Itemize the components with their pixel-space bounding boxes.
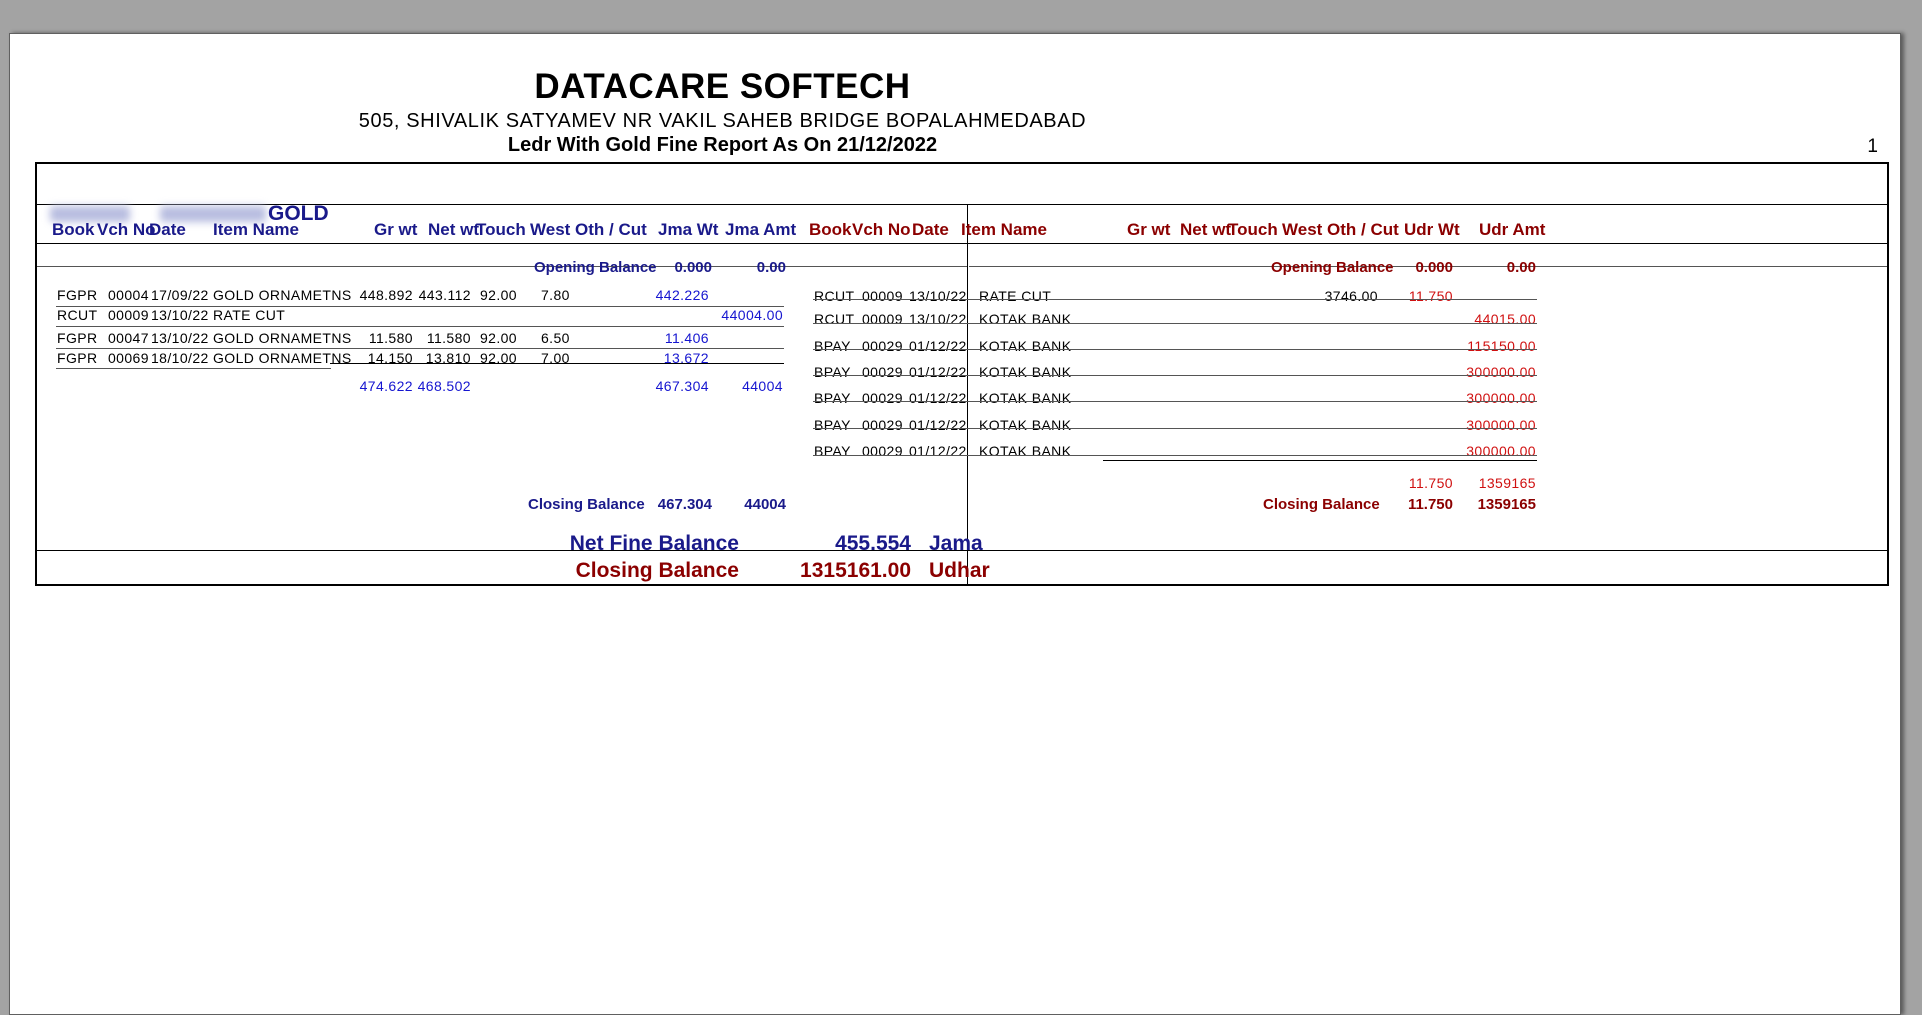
right-row-item: KOTAK BANK [979,390,1072,406]
header-row-divider [37,243,1887,244]
right-row-amt: 300000.00 [1466,417,1536,433]
net-fine-label: Net Fine Balance [569,532,739,555]
net-fine-value: 455.554 [835,532,911,555]
left-header-oth-cut: Oth / Cut [575,220,647,239]
left-closing-wt: 467.304 [657,496,712,513]
left-header-net-wt: Net wt [428,220,479,239]
left-row-date: 13/10/22 [151,307,209,323]
left-closing-label: Closing Balance [528,496,645,513]
right-row-vch: 00009 [862,288,903,304]
right-opening-amt: 0.00 [1506,259,1536,276]
right-row-date: 01/12/22 [909,364,967,380]
right-header-book: Book [809,220,852,239]
right-row-date: 13/10/22 [909,288,967,304]
right-row-divider [813,323,1537,324]
closing-balance-label: Closing Balance [575,559,739,582]
right-row-divider [813,428,1537,429]
left-row-date: 18/10/22 [151,350,209,366]
company-name: DATACARE SOFTECH [534,67,911,106]
left-header-west: West [530,220,571,239]
right-row-date: 01/12/22 [909,417,967,433]
right-header-oth-cut: Oth / Cut [1327,220,1399,239]
right-row-book: BPAY [814,417,851,433]
left-row-book: RCUT [57,307,98,323]
right-row-divider [813,455,1537,456]
right-header-touch: Touch [1228,220,1278,239]
report-subtitle: Ledr With Gold Fine Report As On 21/12/2022 [507,134,938,156]
left-row-wt: 442.226 [655,287,709,303]
right-total-wt: 11.750 [1408,475,1453,491]
left-row-wt: 13.672 [663,350,709,366]
right-row-amt: 115150.00 [1467,338,1536,354]
left-row-net: 13.810 [425,350,471,366]
right-row-book: RCUT [814,288,855,304]
right-opening-label: Opening Balance [1271,259,1394,276]
left-opening-amt: 0.00 [756,259,786,276]
right-row-vch: 00029 [862,443,903,459]
right-header-gr-wt: Gr wt [1127,220,1171,239]
right-row-divider [813,401,1537,402]
right-row-date: 01/12/22 [909,338,967,354]
left-opening-divider [37,266,967,267]
right-row-vch: 00029 [862,364,903,380]
right-row-vch: 00029 [862,338,903,354]
left-row-item: GOLD ORNAMETNS [213,350,352,366]
net-fine-side: Jama [929,532,983,555]
right-row-amt: 300000.00 [1466,390,1536,406]
left-row-divider [56,348,784,349]
left-row-date: 17/09/22 [151,287,209,303]
right-row-divider [813,375,1537,376]
right-header-vch-no: Vch No [852,220,911,239]
right-total-rule [1103,460,1537,461]
left-header-jma-amt: Jma Amt [725,220,797,239]
left-row-book: FGPR [57,350,98,366]
left-header-date: Date [149,220,186,239]
left-row-wt: 11.406 [664,330,709,346]
left-total-gr: 474.622 [359,378,413,394]
right-closing-label: Closing Balance [1263,496,1380,513]
right-row-vch: 00029 [862,417,903,433]
left-header-gr-wt: Gr wt [374,220,418,239]
left-row-gr: 11.580 [368,330,413,346]
left-opening-wt: 0.000 [674,259,712,276]
right-row-vch: 00009 [862,311,903,327]
right-row-date: 01/12/22 [909,443,967,459]
left-row-divider [56,368,331,369]
left-header-item-name: Item Name [213,220,299,239]
right-row-book: BPAY [814,364,851,380]
left-row-divider [56,326,784,327]
left-total-net: 468.502 [417,378,471,394]
left-total-rule [330,363,784,364]
right-row-vch: 00029 [862,390,903,406]
company-address: 505, SHIVALIK SATYAMEV NR VAKIL SAHEB BRIDGE BOPALAHMEDABAD [358,110,1087,132]
left-row-item: RATE CUT [213,307,286,323]
left-row-date: 13/10/22 [151,330,209,346]
closing-balance-value: 1315161.00 [800,559,911,582]
left-row-touch: 92.00 [479,330,517,346]
left-row-vch: 00009 [108,307,149,323]
right-row-date: 13/10/22 [909,311,967,327]
right-row-amt: 300000.00 [1466,364,1536,380]
left-row-book: FGPR [57,330,98,346]
right-row-item: KOTAK BANK [979,338,1072,354]
left-row-book: FGPR [57,287,98,303]
right-total-amt: 1359165 [1478,475,1536,491]
left-closing-amt: 44004 [744,496,786,513]
left-row-vch: 00004 [108,287,149,303]
left-row-gr: 448.892 [359,287,413,303]
left-row-touch: 92.00 [479,350,517,366]
right-row-wt: 11.750 [1408,288,1453,304]
right-row-book: BPAY [814,338,851,354]
right-row-oth: 3746.00 [1324,288,1378,304]
left-header-jma-wt: Jma Wt [658,220,719,239]
right-row-item: KOTAK BANK [979,417,1072,433]
left-row-west: 7.80 [541,287,570,303]
left-row-item: GOLD ORNAMETNS [213,330,352,346]
right-row-book: BPAY [814,390,851,406]
right-header-udr-wt: Udr Wt [1404,220,1460,239]
left-row-item: GOLD ORNAMETNS [213,287,352,303]
left-opening-label: Opening Balance [534,259,657,276]
left-row-net: 443.112 [418,287,471,303]
right-header-west: West [1282,220,1323,239]
right-row-divider [813,299,1537,300]
right-row-amt: 44015.00 [1474,311,1536,327]
right-row-book: BPAY [814,443,851,459]
right-closing-amt: 1359165 [1477,496,1536,513]
right-closing-wt: 11.750 [1407,496,1453,513]
left-row-vch: 00047 [108,330,149,346]
right-row-divider [813,349,1537,350]
report-page [9,33,1901,1015]
right-header-net-wt: Net wt [1180,220,1231,239]
account-name: GOLD [268,202,329,225]
right-header-udr-amt: Udr Amt [1479,220,1546,239]
left-row-vch: 00069 [108,350,149,366]
left-total-amt: 44004 [742,378,783,394]
right-header-date: Date [912,220,949,239]
right-row-item: KOTAK BANK [979,364,1072,380]
left-header-book: Book [52,220,95,239]
right-row-book: RCUT [814,311,855,327]
left-row-touch: 92.00 [479,287,517,303]
left-row-net: 11.580 [426,330,471,346]
left-header-touch: Touch [476,220,526,239]
right-row-item: RATE CUT [979,288,1052,304]
left-row-west: 7.00 [541,350,570,366]
closing-balance-side: Udhar [929,559,990,582]
left-row-gr: 14.150 [367,350,413,366]
right-opening-wt: 0.000 [1415,259,1453,276]
left-row-west: 6.50 [541,330,570,346]
right-row-amt: 300000.00 [1466,443,1536,459]
right-row-date: 01/12/22 [909,390,967,406]
page-number: 1 [1867,136,1878,157]
right-row-item: KOTAK BANK [979,311,1072,327]
right-header-item-name: Item Name [961,220,1047,239]
column-split-divider [967,204,968,584]
left-header-vch-no: Vch No [97,220,156,239]
left-row-amt: 44004.00 [721,307,783,323]
right-row-item: KOTAK BANK [979,443,1072,459]
left-total-wt: 467.304 [655,378,709,394]
